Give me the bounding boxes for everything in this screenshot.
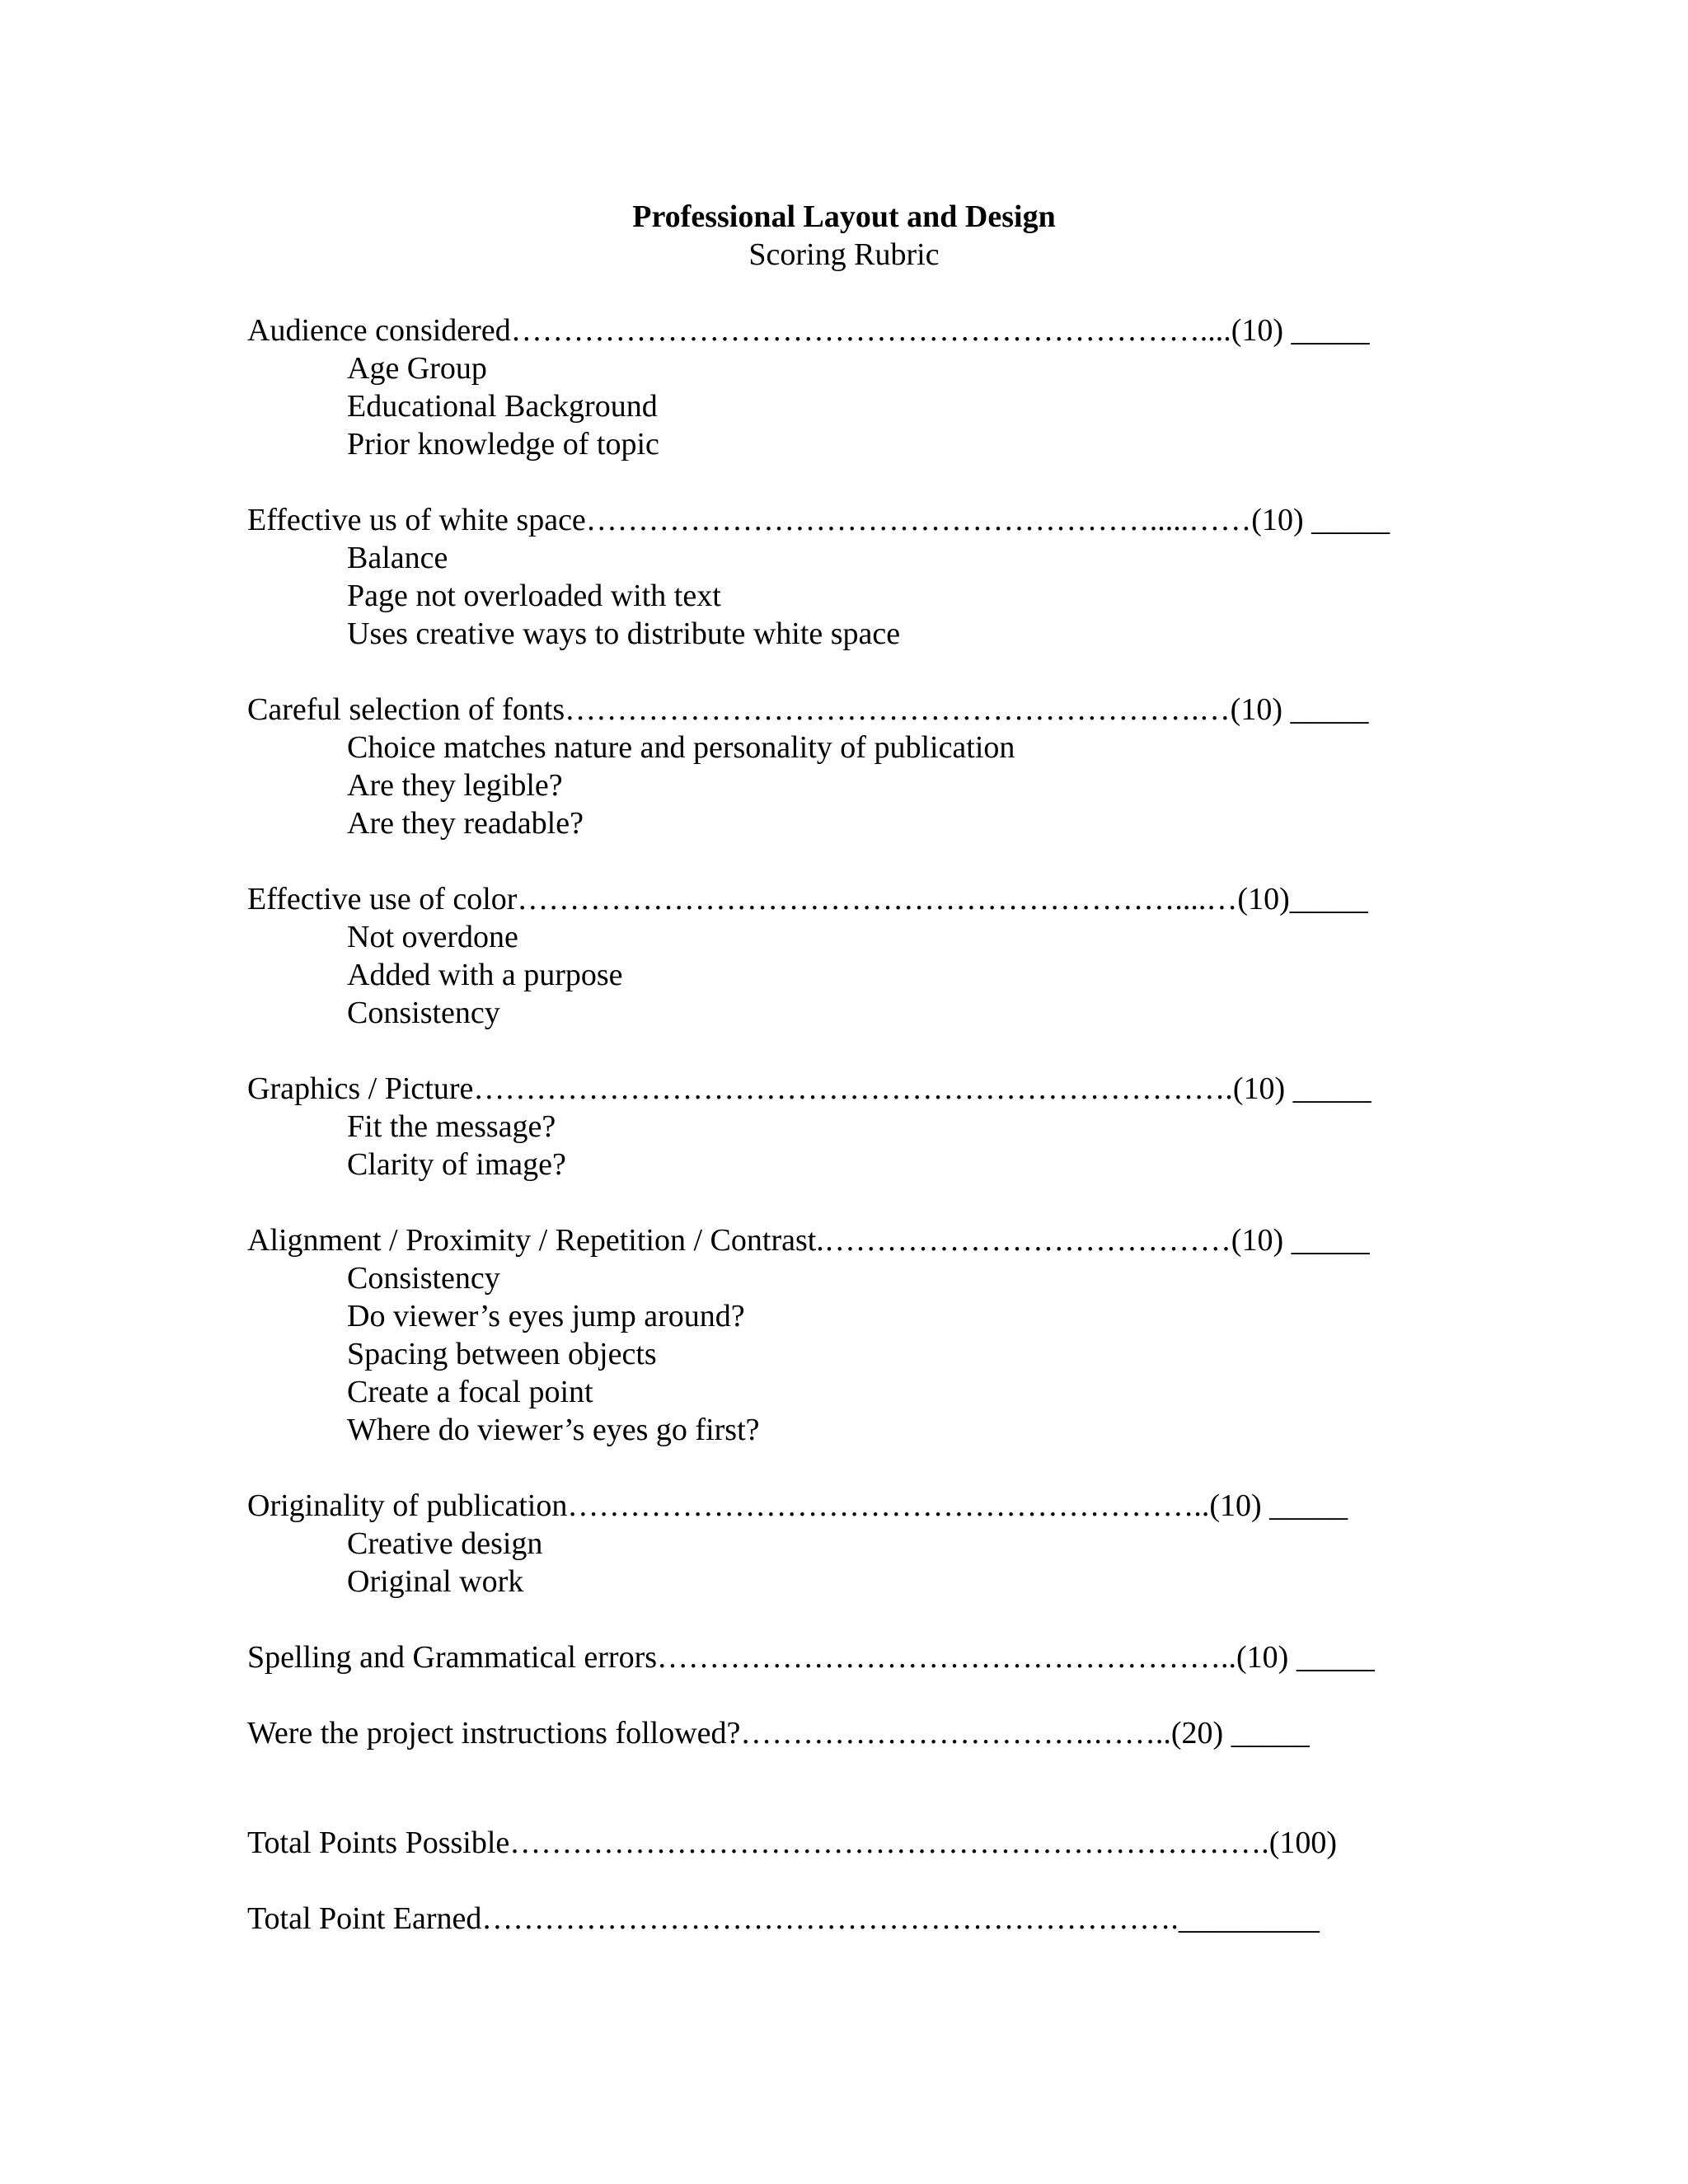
sub-item: Choice matches nature and personality of publication	[347, 730, 1015, 765]
sub-item: Spacing between objects	[347, 1337, 657, 1371]
criterion-sub-items	[247, 1259, 1484, 1449]
sub-item: Fit the message?	[347, 1109, 556, 1144]
criterion-line: Were the project instructions followed?…………………………….……..(20) _____	[247, 1716, 1310, 1750]
sub-item: Educational Background	[347, 389, 658, 424]
sub-item: Where do viewer’s eyes go first?	[347, 1413, 760, 1447]
document-title: Professional Layout and Design	[632, 199, 1056, 234]
criterion-line: Originality of publication……………………………………………………..(10) _____	[247, 1488, 1348, 1523]
sub-item: Age Group	[347, 351, 487, 386]
criterion-instructions	[247, 1714, 1484, 1752]
sub-item: Are they readable?	[347, 806, 584, 841]
totals-section	[247, 1824, 1484, 1975]
rubric-criteria	[247, 312, 1484, 1790]
sub-item: Uses creative ways to distribute white space	[347, 616, 901, 651]
criterion-sub-items	[247, 918, 1484, 1032]
criterion-fonts	[247, 691, 1484, 842]
criterion-sub-items	[247, 729, 1484, 842]
criterion-alignment	[247, 1221, 1484, 1449]
document-subtitle: Scoring Rubric	[748, 237, 940, 272]
criterion-sub-items	[247, 1108, 1484, 1183]
criterion-originality	[247, 1487, 1484, 1601]
criterion-sub-items	[247, 349, 1484, 463]
sub-item: Creative design	[347, 1526, 543, 1561]
criterion-line: Graphics / Picture……………………………………………………………….(10) _____	[247, 1071, 1372, 1106]
criterion-color	[247, 880, 1484, 1032]
sub-item: Added with a purpose	[347, 958, 623, 992]
criterion-line: Effective us of white space……………………………………………….....……(10) _____	[247, 503, 1390, 537]
total-points-earned: Total Point Earned…………………………………………………………._________	[247, 1901, 1320, 1936]
sub-item: Create a focal point	[347, 1375, 593, 1409]
sub-item: Original work	[347, 1564, 524, 1599]
criterion-spelling	[247, 1638, 1484, 1676]
sub-item: Prior knowledge of topic	[347, 427, 659, 462]
criterion-white-space	[247, 501, 1484, 653]
sub-item: Balance	[347, 541, 448, 575]
criterion-line: Spelling and Grammatical errors………………………………………………..(10) _____	[247, 1640, 1375, 1675]
sub-item: Not overdone	[347, 920, 518, 954]
sub-item: Consistency	[347, 996, 500, 1030]
sub-item: Clarity of image?	[347, 1147, 566, 1182]
total-points-possible: Total Points Possible……………………………………………………………….(100)	[247, 1825, 1338, 1860]
sub-item: Are they legible?	[347, 768, 563, 803]
criterion-sub-items	[247, 1525, 1484, 1601]
sub-item: Do viewer’s eyes jump around?	[347, 1299, 745, 1333]
sub-item: Page not overloaded with text	[347, 579, 721, 613]
criterion-line: Careful selection of fonts…………………………………………………….…(10) _____	[247, 692, 1369, 727]
criterion-line: Effective use of color………………………………………………………....…(10)_____	[247, 882, 1368, 916]
criterion-line: Alignment / Proximity / Repetition / Contrast.…………………………………(10) _____	[247, 1223, 1370, 1258]
criterion-line: Audience considered…………………………………………………………....(10) _____	[247, 313, 1370, 348]
title-block	[0, 198, 1688, 274]
criterion-audience	[247, 312, 1484, 463]
sub-item: Consistency	[347, 1261, 500, 1296]
criterion-graphics	[247, 1070, 1484, 1183]
criterion-sub-items	[247, 539, 1484, 653]
